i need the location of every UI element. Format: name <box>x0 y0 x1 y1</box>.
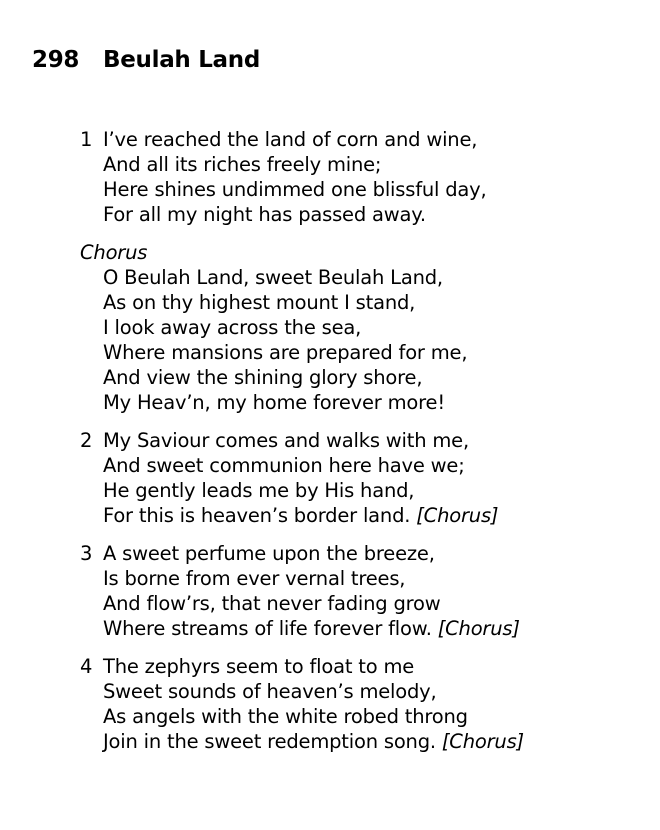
verse-line <box>80 729 640 754</box>
chorus-label: Chorus <box>80 241 148 264</box>
chorus-line: And view the shining glory shore, <box>103 366 423 389</box>
verse-number: 2 <box>80 429 93 452</box>
verse-3 <box>80 541 640 641</box>
chorus-line: Where mansions are prepared for me, <box>103 341 468 364</box>
verse-line <box>80 616 640 641</box>
hymn-body <box>80 127 640 754</box>
verse-line: And flow’rs, that never fading grow <box>103 592 441 615</box>
hymn-number: 298 <box>32 47 80 73</box>
verse-line: Is borne from ever vernal trees, <box>103 567 406 590</box>
chorus-reference: [Chorus] <box>441 730 524 753</box>
verse-number: 3 <box>80 542 93 565</box>
verse-1 <box>80 127 640 227</box>
verse-line: A sweet perfume upon the breeze, <box>103 542 435 565</box>
verse-line: And sweet communion here have we; <box>103 454 465 477</box>
verse-number: 1 <box>80 128 93 151</box>
verse-line <box>80 503 640 528</box>
verse-line: For all my night has passed away. <box>103 203 426 226</box>
verse-2 <box>80 428 640 528</box>
chorus-reference: [Chorus] <box>416 504 499 527</box>
verse-line: I’ve reached the land of corn and wine, <box>103 128 478 151</box>
chorus-line: O Beulah Land, sweet Beulah Land, <box>103 266 443 289</box>
verse-line: Here shines undimmed one blissful day, <box>103 178 487 201</box>
chorus-line: I look away across the sea, <box>103 316 362 339</box>
verse-line: The zephyrs seem to float to me <box>103 655 415 678</box>
chorus <box>80 240 640 415</box>
verse-line: Sweet sounds of heaven’s melody, <box>103 680 437 703</box>
verse-line: My Saviour comes and walks with me, <box>103 429 469 452</box>
verse-line-text: Join in the sweet redemption song. <box>103 730 436 753</box>
verse-line: And all its riches freely mine; <box>103 153 382 176</box>
verse-line-text: For this is heaven’s border land. <box>103 504 411 527</box>
hymn-title: Beulah Land <box>103 47 261 73</box>
chorus-line: My Heav’n, my home forever more! <box>103 391 445 414</box>
chorus-line: As on thy highest mount I stand, <box>103 291 416 314</box>
verse-line: As angels with the white robed throng <box>103 705 468 728</box>
chorus-reference: [Chorus] <box>437 617 520 640</box>
verse-number: 4 <box>80 655 93 678</box>
verse-4 <box>80 654 640 754</box>
verse-line-text: Where streams of life forever flow. <box>103 617 432 640</box>
verse-line: He gently leads me by His hand, <box>103 479 415 502</box>
